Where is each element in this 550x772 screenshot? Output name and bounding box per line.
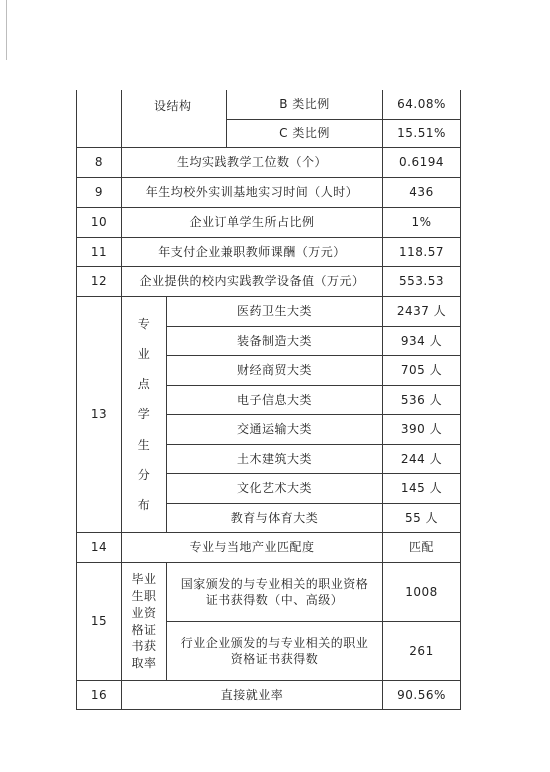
row13-group-char: 分 (137, 467, 151, 482)
row13-sub-name: 医药卫生大类 (166, 296, 382, 326)
row7-sub2-name: C 类比例 (226, 119, 382, 147)
row12-number: 12 (76, 266, 121, 296)
row13-group-char: 专 (137, 317, 151, 332)
row13-sub-name: 交通运输大类 (166, 414, 382, 444)
row13-group-char: 布 (137, 497, 151, 512)
row13-sub-name: 教育与体育大类 (166, 503, 382, 532)
row8-value: 0.6194 (382, 147, 461, 177)
row13-group-char: 点 (137, 377, 151, 392)
row7-number-cell (76, 90, 121, 147)
row13-sub-value: 55 人 (382, 503, 461, 532)
row9-number: 9 (76, 177, 121, 207)
row13-sub-name: 土木建筑大类 (166, 444, 382, 473)
row11-item: 年支付企业兼职教师课酬（万元） (121, 237, 382, 266)
row15-sub-name: 行业企业颁发的与专业相关的职业资格证书获得数 (166, 621, 382, 680)
row15-number: 15 (76, 562, 121, 680)
row13-sub-value: 934 人 (382, 326, 461, 355)
row13-sub-value: 705 人 (382, 355, 461, 385)
row16-value: 90.56% (382, 680, 461, 710)
row14-item: 专业与当地产业匹配度 (121, 532, 382, 562)
row8-item: 生均实践教学工位数（个） (121, 147, 382, 177)
row16-item: 直接就业率 (121, 680, 382, 710)
row7-sub1-value: 64.08% (382, 90, 461, 119)
row13-group-char: 业 (137, 347, 151, 362)
row14-value: 匹配 (382, 532, 461, 562)
row13-sub-value: 390 人 (382, 414, 461, 444)
row15-group-label: 毕业生职业资格证书获取率 (121, 562, 166, 680)
row14-number: 14 (76, 532, 121, 562)
row15-sub-name: 国家颁发的与专业相关的职业资格证书获得数（中、高级） (166, 562, 382, 621)
row13-group-label (121, 296, 166, 532)
row13-group-char: 生 (137, 437, 151, 452)
row13-sub-name: 装备制造大类 (166, 326, 382, 355)
row12-item: 企业提供的校内实践教学设备值（万元） (121, 266, 382, 296)
row11-number: 11 (76, 237, 121, 266)
row12-value: 553.53 (382, 266, 461, 296)
row10-value: 1% (382, 207, 461, 237)
row10-item: 企业订单学生所占比例 (121, 207, 382, 237)
row15-sub-value: 1008 (382, 562, 461, 621)
row8-number: 8 (76, 147, 121, 177)
row13-sub-value: 145 人 (382, 473, 461, 503)
row9-value: 436 (382, 177, 461, 207)
page-margin-rule (6, 0, 7, 60)
row11-value: 118.57 (382, 237, 461, 266)
row13-sub-value: 244 人 (382, 444, 461, 473)
row13-group-char: 学 (137, 407, 151, 422)
row9-item: 年生均校外实训基地实习时间（人时） (121, 177, 382, 207)
row13-sub-name: 财经商贸大类 (166, 355, 382, 385)
row13-number: 13 (76, 296, 121, 532)
row13-sub-value: 536 人 (382, 385, 461, 414)
row13-sub-name: 电子信息大类 (166, 385, 382, 414)
row16-number: 16 (76, 680, 121, 710)
row10-number: 10 (76, 207, 121, 237)
row7-sub2-value: 15.51% (382, 119, 461, 147)
row13-sub-value: 2437 人 (382, 296, 461, 326)
row15-sub-value: 261 (382, 621, 461, 680)
row7-group-label: 设结构 (121, 90, 226, 147)
row13-sub-name: 文化艺术大类 (166, 473, 382, 503)
row7-sub1-name: B 类比例 (226, 90, 382, 119)
